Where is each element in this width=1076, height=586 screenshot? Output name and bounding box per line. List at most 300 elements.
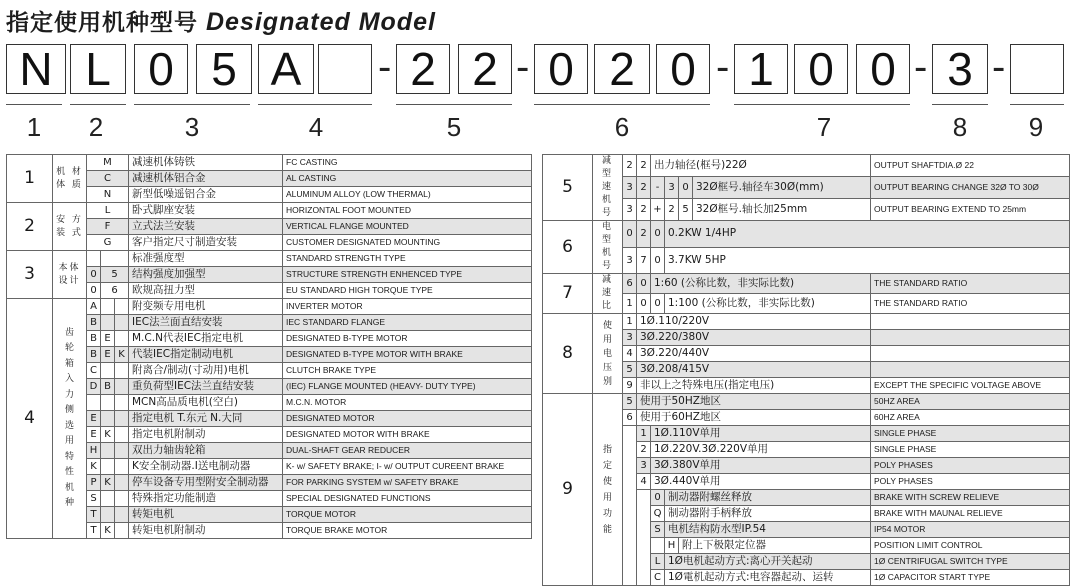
table-row xyxy=(7,299,532,315)
option-code: L xyxy=(651,554,665,570)
position-8: 8 xyxy=(952,112,968,142)
option-code xyxy=(101,507,115,523)
option-en: 50HZ AREA xyxy=(871,394,1070,410)
option-code: S xyxy=(651,522,665,538)
option-code: B xyxy=(87,347,101,363)
table-row xyxy=(543,426,1070,442)
indent-cell xyxy=(623,538,637,554)
option-code: 5 xyxy=(679,199,693,221)
model-box-9 xyxy=(1010,44,1064,94)
option-code: 0 xyxy=(637,294,651,314)
option-code xyxy=(87,395,101,411)
option-en: DESIGNATED MOTOR xyxy=(283,411,532,427)
option-code: K xyxy=(101,427,115,443)
option-en: SPECIAL DESIGNATED FUNCTIONS xyxy=(283,491,532,507)
position-7: 7 xyxy=(816,112,832,142)
underline-2 xyxy=(70,104,126,105)
title-cn: 指定使用机种型号 xyxy=(6,10,198,36)
option-en: K- w/ SAFETY BRAKE; I- w/ OUTPUT CUREENT BRAKE xyxy=(283,459,532,475)
option-cn: 指定电机 T.东元 N.大同 xyxy=(129,411,283,427)
option-en: SINGLE PHASE xyxy=(871,442,1070,458)
option-cn: 新型低噪遥铝合金 xyxy=(129,187,283,203)
option-code: K xyxy=(87,459,101,475)
option-code: 2 xyxy=(623,155,637,177)
group-4-label-cell xyxy=(53,299,87,539)
option-en: OUTPUT BEARING EXTEND TO 25mm xyxy=(871,199,1070,221)
option-code: 0 xyxy=(623,221,637,248)
table-row xyxy=(543,522,1070,538)
position-1: 1 xyxy=(26,112,42,142)
group-1-label: 机 材 体 质 xyxy=(53,155,87,203)
underline-4 xyxy=(258,104,372,105)
option-code: 0 xyxy=(679,177,693,199)
group-9-number: 9 xyxy=(543,394,593,586)
option-code: 6 xyxy=(623,410,637,426)
option-en: M.C.N. MOTOR xyxy=(283,395,532,411)
position-5: 5 xyxy=(446,112,462,142)
table-row xyxy=(543,362,1070,378)
option-cn: 32Ø框号.轴径车30Ø(mm) xyxy=(693,177,871,199)
model-box-5a: 2 xyxy=(396,44,450,94)
dash-2: - xyxy=(516,45,530,89)
option-code: M xyxy=(87,155,129,171)
option-cn: MCN高品质电机(空白) xyxy=(129,395,283,411)
option-en: DESIGNATED B-TYPE MOTOR xyxy=(283,331,532,347)
option-cn: 立式法兰安装 xyxy=(129,219,283,235)
dash-5: - xyxy=(992,45,1006,89)
option-cn: 0.2KW 1/4HP xyxy=(665,221,1070,248)
table-row xyxy=(7,251,532,267)
option-cn: 标准强度型 xyxy=(129,251,283,267)
option-code: T xyxy=(87,507,101,523)
option-code: 3 xyxy=(623,199,637,221)
option-code xyxy=(87,251,101,267)
position-4: 4 xyxy=(308,112,324,142)
model-box-6a: 0 xyxy=(534,44,588,94)
table-row xyxy=(543,274,1070,294)
option-code: 0 xyxy=(651,490,665,506)
option-en: POLY PHASES xyxy=(871,458,1070,474)
option-code: 1 xyxy=(623,294,637,314)
option-en: DESIGNATED MOTOR WITH BRAKE xyxy=(283,427,532,443)
table-row xyxy=(543,394,1070,410)
table-row xyxy=(543,570,1070,586)
option-code xyxy=(115,507,129,523)
option-cn: 制动器附螺丝释放 xyxy=(665,490,871,506)
option-en: 1Ø CAPACITOR START TYPE xyxy=(871,570,1070,586)
option-code: - xyxy=(651,177,665,199)
group-3-label: 本体 设计 xyxy=(53,251,87,299)
option-code: 3 xyxy=(637,458,651,474)
model-box-8: 3 xyxy=(932,44,988,94)
position-3: 3 xyxy=(184,112,200,142)
model-box-6c: 0 xyxy=(656,44,710,94)
option-code: 2 xyxy=(637,221,651,248)
option-code: Q xyxy=(651,506,665,522)
option-en: STRUCTURE STRENGTH ENHENCED TYPE xyxy=(283,267,532,283)
option-code: 0 xyxy=(87,283,101,299)
option-en: DESIGNATED B-TYPE MOTOR WITH BRAKE xyxy=(283,347,532,363)
option-code: T xyxy=(87,523,101,539)
option-cn: 出力轴径(框号)22Ø xyxy=(651,155,871,177)
empty-cell xyxy=(871,346,1070,362)
option-code: 2 xyxy=(665,199,679,221)
option-en: TORQUE MOTOR xyxy=(283,507,532,523)
option-cn: 特殊指定功能制造 xyxy=(129,491,283,507)
option-code xyxy=(101,491,115,507)
title-en: Designated Model xyxy=(206,8,436,36)
option-code: B xyxy=(87,315,101,331)
option-code: 4 xyxy=(623,346,637,362)
option-code: 1 xyxy=(637,426,651,442)
option-code: E xyxy=(101,331,115,347)
option-cn: 1:100 (公称比数，非实际比数) xyxy=(665,294,871,314)
table-row xyxy=(543,221,1070,248)
option-cn: 附上下极限定位器 xyxy=(679,538,871,554)
group-2-label: 安 方 装 式 xyxy=(53,203,87,251)
indent-cell xyxy=(623,426,637,442)
option-code xyxy=(115,427,129,443)
group-5-label: 减 型 速 机 号 xyxy=(593,155,623,221)
group-9-label: 指 定 使 用 功 能 xyxy=(602,444,612,535)
group-7-label: 减 速 比 xyxy=(593,274,623,314)
underline-6 xyxy=(534,104,710,105)
option-cn: 减速机体铸铁 xyxy=(129,155,283,171)
indent-cell xyxy=(637,490,651,506)
group-6-label: 电 型 机 号 xyxy=(593,221,623,274)
option-code xyxy=(101,251,129,267)
option-cn: 转矩电机 xyxy=(129,507,283,523)
table-row xyxy=(543,177,1070,199)
table-row xyxy=(543,294,1070,314)
indent-cell xyxy=(623,506,637,522)
option-code xyxy=(101,395,115,411)
option-code xyxy=(115,475,129,491)
option-cn: 代装IEC指定制动电机 xyxy=(129,347,283,363)
option-cn: 3Ø.220/380V xyxy=(637,330,871,346)
option-code: 0 xyxy=(637,274,651,294)
option-code xyxy=(101,299,115,315)
option-code xyxy=(115,395,129,411)
option-en: FOR PARKING SYSTEM w/ SAFETY BRAKE xyxy=(283,475,532,491)
option-code: F xyxy=(87,219,129,235)
option-cn: 附离合/制动(寸动用)电机 xyxy=(129,363,283,379)
group-3-number: 3 xyxy=(7,251,53,299)
group-4-number: 4 xyxy=(7,299,53,539)
option-cn: 3Ø.208/415V xyxy=(637,362,871,378)
table-row xyxy=(543,346,1070,362)
model-box-7b: 0 xyxy=(794,44,848,94)
table-row xyxy=(543,314,1070,330)
empty-cell xyxy=(871,330,1070,346)
indent-cell xyxy=(637,570,651,586)
option-code xyxy=(115,443,129,459)
option-code: E xyxy=(101,347,115,363)
model-box-2: L xyxy=(70,44,126,94)
indent-cell xyxy=(623,442,637,458)
option-cn: 32Ø框号.轴长加25mm xyxy=(693,199,871,221)
option-cn: 转矩电机附制动 xyxy=(129,523,283,539)
option-code: 0 xyxy=(87,267,101,283)
model-box-3a: 0 xyxy=(134,44,188,94)
option-code: + xyxy=(651,199,665,221)
option-code: 6 xyxy=(623,274,637,294)
table-row xyxy=(543,442,1070,458)
model-box-7a: 1 xyxy=(734,44,788,94)
option-en: TORQUE BRAKE MOTOR xyxy=(283,523,532,539)
option-code xyxy=(115,379,129,395)
table-row xyxy=(543,538,1070,554)
option-code: B xyxy=(87,331,101,347)
option-en: OUTPUT BEARING CHANGE 32Ø TO 30Ø xyxy=(871,177,1070,199)
group-8-number: 8 xyxy=(543,314,593,394)
option-en: VERTICAL FLANGE MOUNTED xyxy=(283,219,532,235)
dash-1: - xyxy=(378,45,392,89)
group-5-number: 5 xyxy=(543,155,593,221)
option-code: K xyxy=(101,475,115,491)
option-cn: 附变频专用电机 xyxy=(129,299,283,315)
group-6-number: 6 xyxy=(543,221,593,274)
position-2: 2 xyxy=(88,112,104,142)
option-code: 3 xyxy=(623,247,637,274)
group-1-number: 1 xyxy=(7,155,53,203)
underline-8 xyxy=(932,104,988,105)
option-cn: 结构强度加强型 xyxy=(129,267,283,283)
option-cn: 非以上之特殊电压(指定电压) xyxy=(637,378,871,394)
indent-cell xyxy=(637,506,651,522)
indent-cell xyxy=(623,458,637,474)
option-cn: M.C.N代表IEC指定电机 xyxy=(129,331,283,347)
option-code xyxy=(101,443,115,459)
option-code: 0 xyxy=(651,221,665,248)
option-code: 2 xyxy=(637,177,651,199)
option-code: K xyxy=(115,347,129,363)
option-code: N xyxy=(87,187,129,203)
option-en: EU STANDARD HIGH TORQUE TYPE xyxy=(283,283,532,299)
model-box-1: N xyxy=(6,44,66,94)
option-cn: 欧规高扭力型 xyxy=(129,283,283,299)
option-code: C xyxy=(87,363,101,379)
indent-cell xyxy=(623,522,637,538)
underline-1 xyxy=(6,104,62,105)
right-spec-table xyxy=(542,154,1070,586)
indent-cell xyxy=(623,554,637,570)
table-row xyxy=(543,458,1070,474)
option-en: OUTPUT SHAFTDIA.Ø 22 xyxy=(871,155,1070,177)
option-cn: 使用于60HZ地区 xyxy=(637,410,871,426)
option-en: IP54 MOTOR xyxy=(871,522,1070,538)
underline-5 xyxy=(396,104,512,105)
option-en: POLY PHASES xyxy=(871,474,1070,490)
option-cn: 双出力轴齿轮箱 xyxy=(129,443,283,459)
table-row xyxy=(543,410,1070,426)
indent-cell xyxy=(651,538,665,554)
option-code: 1 xyxy=(623,314,637,330)
option-en: STANDARD STRENGTH TYPE xyxy=(283,251,532,267)
option-en: ALUMINUM ALLOY (LOW THERMAL) xyxy=(283,187,532,203)
model-box-7c: 0 xyxy=(856,44,910,94)
option-cn: 1Ø.110/220V xyxy=(637,314,871,330)
group-4-label: 齿 轮 箱 入 力 侧 选 用 特 性 机 种 xyxy=(64,327,74,508)
table-row xyxy=(543,330,1070,346)
option-cn: 使用于50HZ地区 xyxy=(637,394,871,410)
option-en: FC CASTING xyxy=(283,155,532,171)
option-code xyxy=(101,315,115,331)
position-6: 6 xyxy=(614,112,630,142)
option-cn: 停车设备专用型附安全制动器 xyxy=(129,475,283,491)
option-cn: 1Ø電机起动方式:电容器起动、运转 xyxy=(665,570,871,586)
option-code xyxy=(115,523,129,539)
option-cn: 卧式脚座安装 xyxy=(129,203,283,219)
option-en: THE STANDARD RATIO xyxy=(871,294,1070,314)
option-cn: 1Ø.220V.3Ø.220V单用 xyxy=(651,442,871,458)
option-cn: 电机结构防水型IP.54 xyxy=(665,522,871,538)
group-8-label-cell xyxy=(593,314,623,394)
left-spec-table xyxy=(6,154,532,539)
option-code: E xyxy=(87,427,101,443)
indent-cell xyxy=(623,474,637,490)
underline-3 xyxy=(134,104,250,105)
option-code: 5 xyxy=(101,267,129,283)
option-en: CLUTCH BRAKE TYPE xyxy=(283,363,532,379)
option-code: 9 xyxy=(623,378,637,394)
option-cn: IEC法兰面直结安装 xyxy=(129,315,283,331)
option-code xyxy=(101,459,115,475)
option-code xyxy=(115,315,129,331)
option-en: HORIZONTAL FOOT MOUNTED xyxy=(283,203,532,219)
option-en: (IEC) FLANGE MOUNTED (HEAVY- DUTY TYPE) xyxy=(283,379,532,395)
option-code: 2 xyxy=(637,199,651,221)
option-code xyxy=(101,363,115,379)
indent-cell xyxy=(623,570,637,586)
table-row xyxy=(543,378,1070,394)
option-cn: 减速机体铝合金 xyxy=(129,171,283,187)
group-8-label: 使 用 电 压 别 xyxy=(602,320,612,387)
empty-cell xyxy=(871,362,1070,378)
table-row xyxy=(543,199,1070,221)
option-code: 6 xyxy=(101,283,129,299)
table-row xyxy=(543,474,1070,490)
option-code: C xyxy=(651,570,665,586)
option-code: 4 xyxy=(637,474,651,490)
group-7-number: 7 xyxy=(543,274,593,314)
option-cn: 3Ø.220/440V xyxy=(637,346,871,362)
option-cn: 3Ø.440V单用 xyxy=(651,474,871,490)
option-en: BRAKE WITH MAUNAL RELIEVE xyxy=(871,506,1070,522)
option-code xyxy=(115,331,129,347)
model-box-5b: 2 xyxy=(458,44,512,94)
model-box-3b: 5 xyxy=(196,44,252,94)
option-en: POSITION LIMIT CONTROL xyxy=(871,538,1070,554)
empty-cell xyxy=(871,314,1070,330)
table-row xyxy=(543,554,1070,570)
option-code: 7 xyxy=(637,247,651,274)
indent-cell xyxy=(637,522,651,538)
option-code xyxy=(115,411,129,427)
option-code: 3 xyxy=(623,177,637,199)
option-cn: 指定电机附制动 xyxy=(129,427,283,443)
option-en: EXCEPT THE SPECIFIC VOLTAGE ABOVE xyxy=(871,378,1070,394)
option-en: THE STANDARD RATIO xyxy=(871,274,1070,294)
option-code: E xyxy=(87,411,101,427)
option-code: 2 xyxy=(637,155,651,177)
option-code: 2 xyxy=(637,442,651,458)
option-en: 1Ø CENTRIFUGAL SWITCH TYPE xyxy=(871,554,1070,570)
option-code: C xyxy=(87,171,129,187)
option-code: D xyxy=(87,379,101,395)
table-row xyxy=(543,506,1070,522)
option-cn: 1:60 (公称比数，非实际比数) xyxy=(651,274,871,294)
dash-3: - xyxy=(716,45,730,89)
option-en: BRAKE WITH SCREW RELIEVE xyxy=(871,490,1070,506)
option-cn: 客户指定尺寸制造安装 xyxy=(129,235,283,251)
position-9: 9 xyxy=(1028,112,1044,142)
page-title xyxy=(6,4,436,37)
option-en: AL CASTING xyxy=(283,171,532,187)
model-box-6b: 2 xyxy=(594,44,650,94)
dash-4: - xyxy=(914,45,928,89)
option-code: A xyxy=(87,299,101,315)
option-code xyxy=(115,491,129,507)
indent-cell xyxy=(637,538,651,554)
underline-9 xyxy=(1010,104,1064,105)
table-row xyxy=(543,155,1070,177)
option-code: 5 xyxy=(623,394,637,410)
model-box-4a: A xyxy=(258,44,314,94)
group-9-label-cell xyxy=(593,394,623,586)
option-code: 0 xyxy=(651,247,665,274)
option-cn: 3Ø.380V单用 xyxy=(651,458,871,474)
option-code: 0 xyxy=(651,294,665,314)
option-en: 60HZ AREA xyxy=(871,410,1070,426)
option-cn: 1Ø.110V单用 xyxy=(651,426,871,442)
option-code: 3 xyxy=(623,330,637,346)
option-code: H xyxy=(87,443,101,459)
option-code: G xyxy=(87,235,129,251)
option-en: IEC STANDARD FLANGE xyxy=(283,315,532,331)
option-cn: K安全制动器.I送电制动器 xyxy=(129,459,283,475)
option-code: 5 xyxy=(623,362,637,378)
option-en: DUAL-SHAFT GEAR REDUCER xyxy=(283,443,532,459)
option-code: B xyxy=(101,379,115,395)
option-code xyxy=(115,299,129,315)
option-cn: 3.7KW 5HP xyxy=(665,247,1070,274)
option-code xyxy=(115,459,129,475)
option-code: 3 xyxy=(665,177,679,199)
group-2-number: 2 xyxy=(7,203,53,251)
indent-cell xyxy=(637,554,651,570)
option-code: S xyxy=(87,491,101,507)
option-cn: 重负荷型IEC法兰直结安装 xyxy=(129,379,283,395)
table-row xyxy=(7,203,532,219)
option-code xyxy=(101,411,115,427)
option-code: P xyxy=(87,475,101,491)
option-cn: 1Ø电机起动方式:离心开关起动 xyxy=(665,554,871,570)
option-en: SINGLE PHASE xyxy=(871,426,1070,442)
option-en: CUSTOMER DESIGNATED MOUNTING xyxy=(283,235,532,251)
option-code: H xyxy=(665,538,679,554)
model-box-4b xyxy=(318,44,372,94)
option-en: INVERTER MOTOR xyxy=(283,299,532,315)
option-code xyxy=(115,363,129,379)
table-row xyxy=(543,490,1070,506)
option-cn: 制动器附手柄释放 xyxy=(665,506,871,522)
option-code: L xyxy=(87,203,129,219)
table-row xyxy=(7,155,532,171)
indent-cell xyxy=(623,490,637,506)
table-row xyxy=(543,247,1070,274)
option-code: K xyxy=(101,523,115,539)
